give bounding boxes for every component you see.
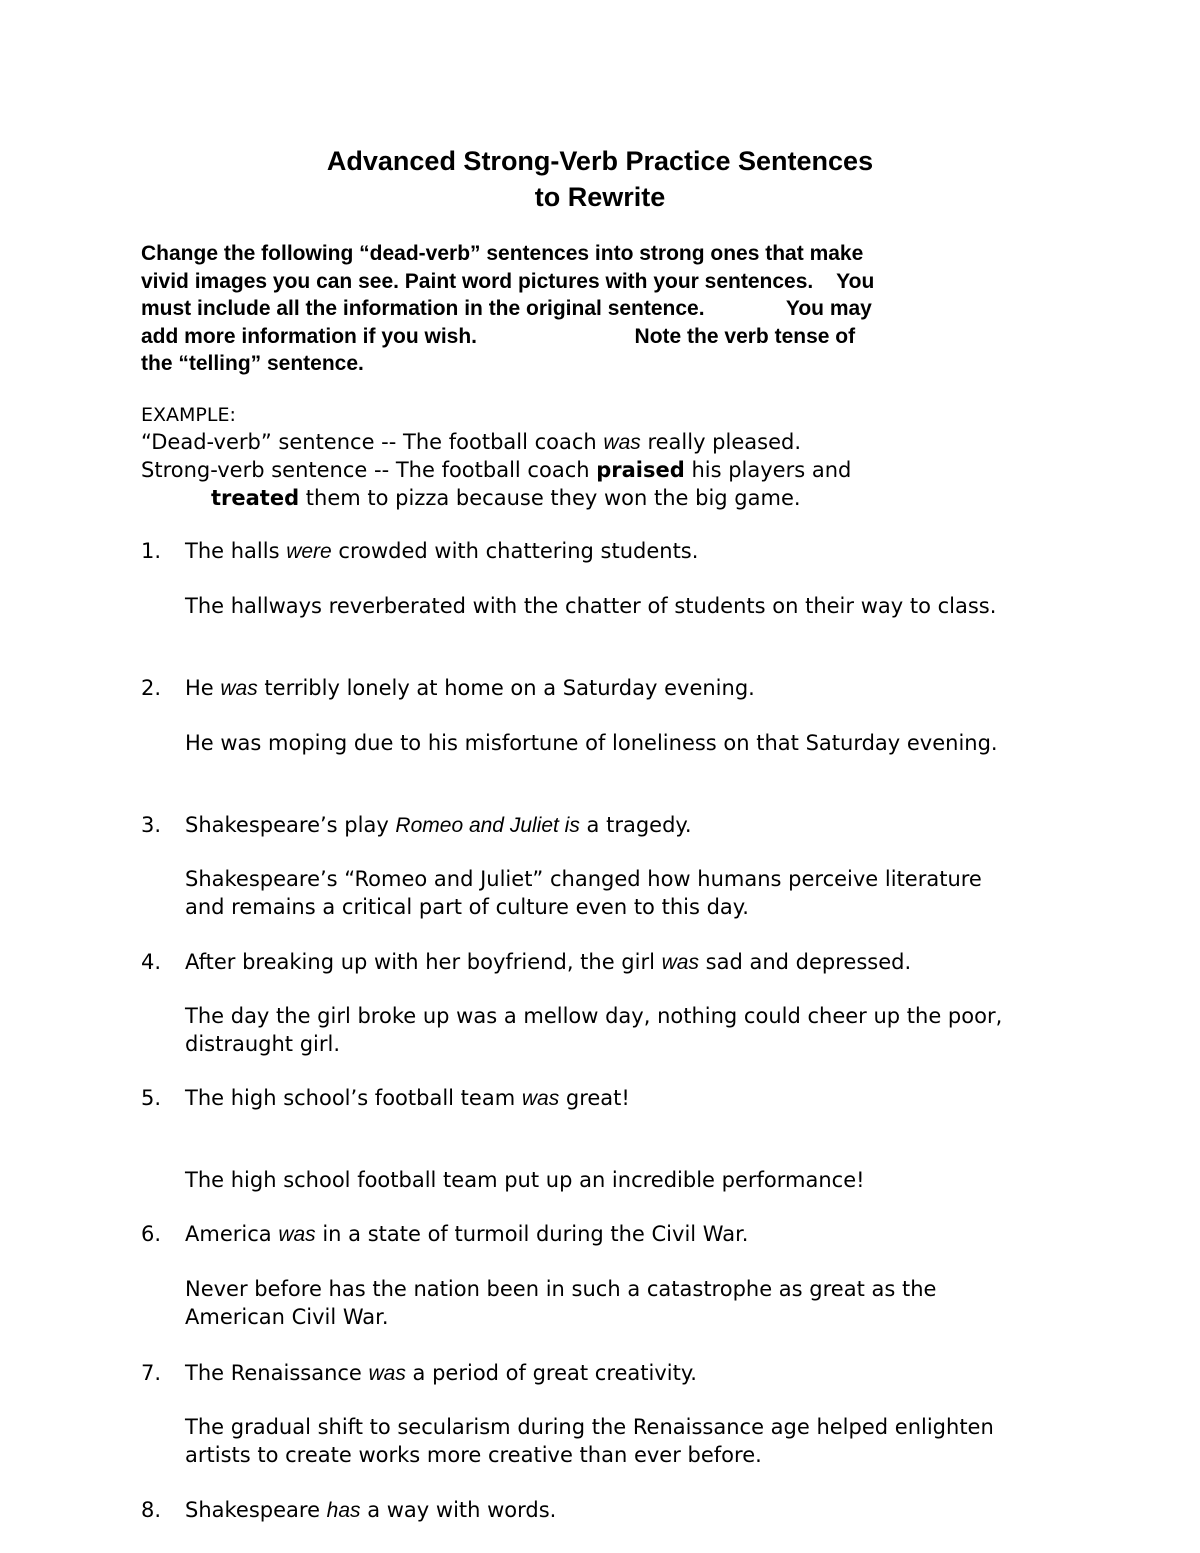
item-prompt [185,537,698,566]
instruction-line: add more information if you wish. Note the verb tense of [141,324,856,348]
instruction-line: the “telling” sentence. [141,352,364,375]
item-prompt [185,948,911,977]
item-answer: The hallways reverberated with the chatter of students on their way to class. [185,594,997,618]
example-dead-prefix: “Dead-verb” sentence -- The football coach [141,430,604,454]
instruction-line: Change the following “dead-verb” sentences into strong ones that make [141,242,864,265]
item-prompt [185,1496,556,1525]
prompt-text: a way with words. [360,1498,557,1522]
item-prompt [185,1220,748,1249]
item-number: 6. [141,1222,162,1246]
example-strong-verb-continuation [211,484,1111,512]
prompt-text: He [185,676,221,700]
prompt-text: a period of great creativity. [405,1361,697,1385]
instruction-line: must include all the information in the original sentence. You may [141,297,872,320]
example-strong-prefix: Strong-verb sentence -- The football coach [141,458,597,482]
prompt-text: crowded with chattering students. [331,539,699,563]
instructions [141,240,1021,378]
prompt-text: The high school’s football team [185,1086,522,1110]
example-strong-verb-sentence [141,456,1041,484]
item-number: 1. [141,539,162,563]
dead-verb: has [326,1499,361,1522]
example-dead-suffix: really pleased. [640,430,801,454]
item-number: 3. [141,813,162,837]
prompt-text: in a state of turmoil during the Civil War. [315,1222,749,1246]
prompt-text: sad and depressed. [698,950,912,974]
prompt-text: The halls [185,539,287,563]
item-prompt [185,811,692,840]
item-answer: Never before has the nation been in such a catastrophe as great as the American Civil War. [185,1277,937,1329]
item-answer: The day the girl broke up was a mellow day, nothing could cheer up the poor, distraught girl. [185,1004,1003,1056]
dead-verb: was [661,951,699,974]
item-number: 2. [141,676,162,700]
example-dead-verb: was [603,431,641,454]
item-number: 4. [141,950,162,974]
item-prompt [185,674,755,703]
prompt-text: Shakespeare’s play [185,813,396,837]
example-strong-mid: his players and [684,458,852,482]
example-strong-verb: praised [596,458,685,482]
example-label: EXAMPLE: [141,404,236,426]
instruction-line: vivid images you can see. Paint word pictures with your sentences. You [141,269,875,293]
dead-verb: Romeo and Juliet is [395,814,580,837]
example-strong-suffix: them to pizza because they won the big game. [299,486,801,510]
prompt-text: great! [559,1086,630,1110]
page-subtitle: to Rewrite [534,182,666,212]
prompt-text: The Renaissance [185,1361,369,1385]
page-title: Advanced Strong-Verb Practice Sentences [326,146,874,176]
prompt-text: terribly lonely at home on a Saturday evening. [257,676,755,700]
prompt-text: a tragedy. [579,813,692,837]
example-dead-verb-sentence [141,428,1041,457]
item-number: 5. [141,1086,162,1110]
dead-verb: was [278,1223,316,1246]
dead-verb: was [368,1362,406,1385]
item-answer: The gradual shift to secularism during the Renaissance age helped enlighten artists to create works more creative than ever before. [185,1415,994,1467]
item-prompt [185,1359,697,1388]
item-number: 7. [141,1361,162,1385]
item-answer: The high school football team put up an incredible performance! [185,1168,865,1192]
prompt-text: After breaking up with her boyfriend, the girl [185,950,662,974]
dead-verb: were [286,540,332,563]
dead-verb: was [220,677,258,700]
prompt-text: America [185,1222,279,1246]
example-strong-verb: treated [211,486,300,510]
item-answer: Shakespeare’s “Romeo and Juliet” changed how humans perceive literature and remains a critical part of culture even to this day. [185,867,982,919]
dead-verb: was [521,1087,560,1110]
item-prompt [185,1084,630,1113]
prompt-text: Shakespeare [185,1498,327,1522]
item-answer: He was moping due to his misfortune of loneliness on that Saturday evening. [185,731,998,755]
item-number: 8. [141,1498,162,1522]
